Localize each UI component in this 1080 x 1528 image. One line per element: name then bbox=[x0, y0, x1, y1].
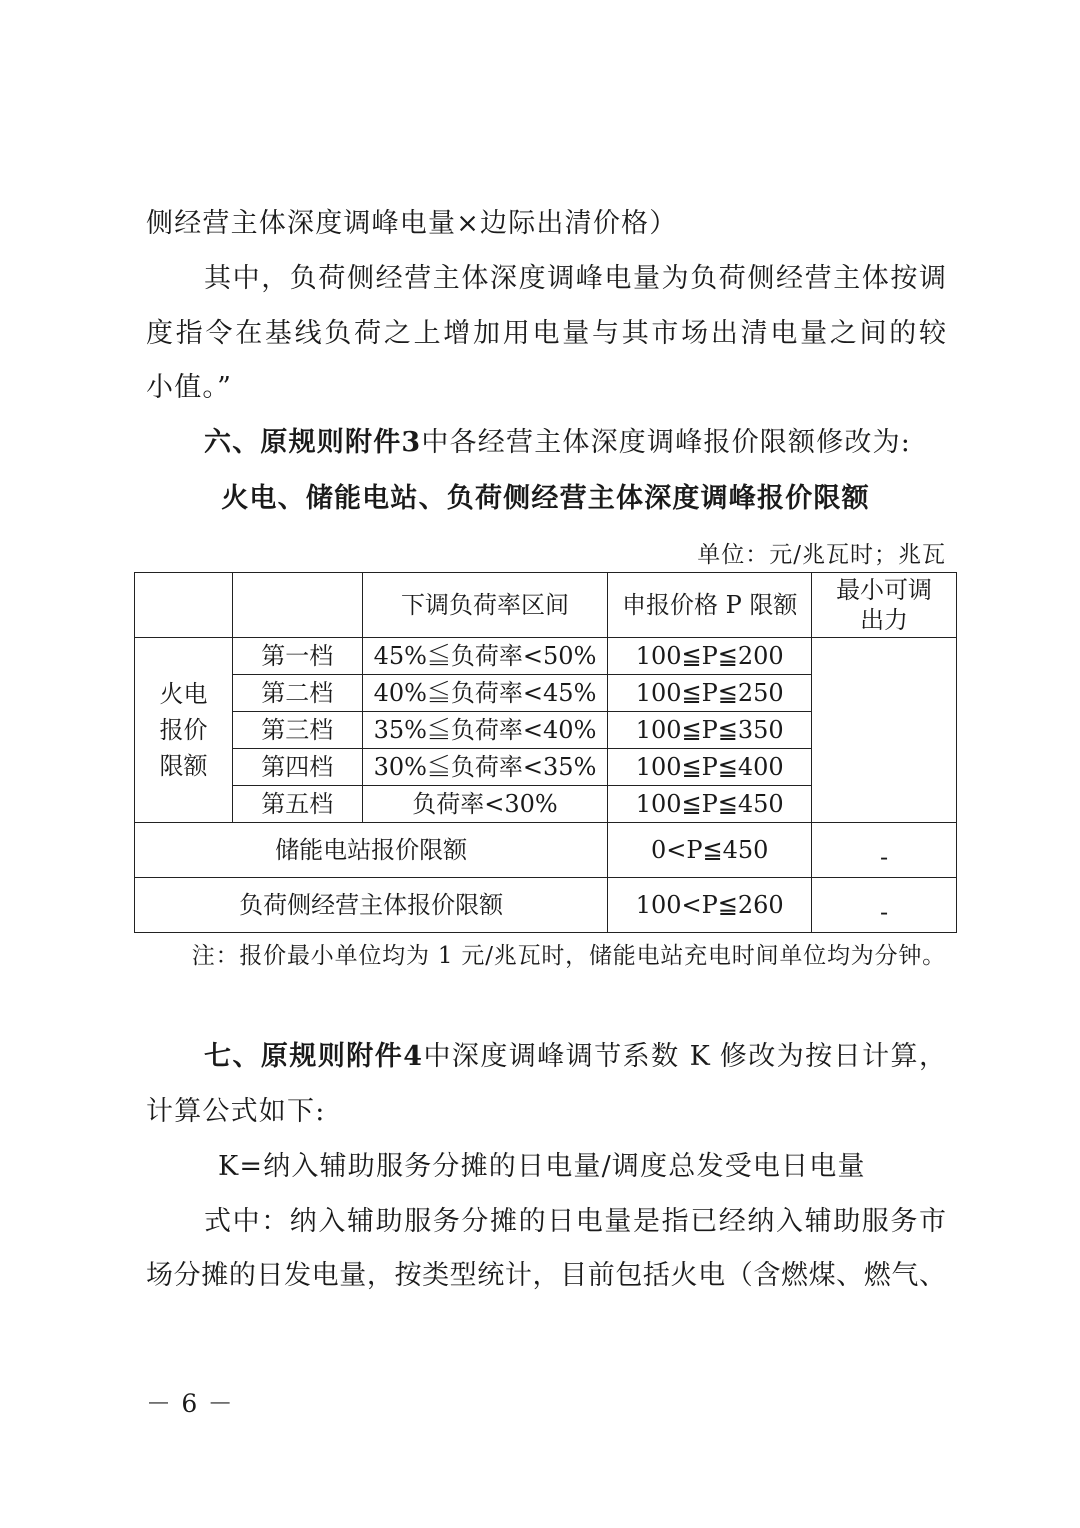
limit-cell: 100≦P≦450 bbox=[608, 786, 812, 823]
load-label-cell: 负荷侧经营主体报价限额 bbox=[135, 878, 608, 933]
table-note: 注：报价最小单位均为 1 元/兆瓦时，储能电站充电时间单位均为分钟。 bbox=[191, 943, 946, 969]
min-output-cell bbox=[812, 823, 957, 878]
tier-cell: 第一档 bbox=[232, 638, 362, 675]
limit-cell: 0<P≦450 bbox=[608, 823, 812, 878]
formula-line: K=纳入辅助服务分摊的日电量/调度总发受电日电量 bbox=[218, 1151, 866, 1182]
range-cell: 负荷率<30% bbox=[362, 786, 608, 823]
table-unit: 单位：元/兆瓦时；兆瓦 bbox=[697, 542, 946, 568]
tier-cell: 第二档 bbox=[232, 675, 362, 712]
table-header-row bbox=[135, 573, 957, 638]
paragraph-line: 小值。” bbox=[146, 372, 233, 403]
table-row bbox=[135, 823, 957, 878]
table-header-cell-empty bbox=[232, 573, 362, 638]
storage-label-cell: 储能电站报价限额 bbox=[135, 823, 608, 878]
tier-cell: 第五档 bbox=[232, 786, 362, 823]
paragraph-line: 场分摊的日发电量，按类型统计，目前包括火电（含燃煤、燃气、 bbox=[146, 1260, 946, 1291]
page-number: － 6 － bbox=[146, 1389, 234, 1418]
appendix-number: 4 bbox=[403, 1041, 422, 1072]
table-title: 火电、储能电站、负荷侧经营主体深度调峰报价限额 bbox=[221, 483, 870, 514]
tier-cell: 第四档 bbox=[232, 749, 362, 786]
appendix-number: 3 bbox=[401, 427, 422, 458]
limit-cell: 100≦P≦250 bbox=[608, 675, 812, 712]
table-header-cell-empty bbox=[135, 573, 233, 638]
limit-cell: 100<P≦260 bbox=[608, 878, 812, 933]
range-cell: 35%≦负荷率<40% bbox=[362, 712, 608, 749]
paragraph-line: 计算公式如下: bbox=[146, 1096, 326, 1127]
table-header-cell: 最小可调出力 bbox=[812, 573, 957, 638]
table-header-cell: 申报价格 P 限额 bbox=[608, 573, 812, 638]
section-7-heading-number: 七、原规则附件 bbox=[204, 1041, 404, 1072]
paragraph-line: 式中：纳入辅助服务分摊的日电量是指已经纳入辅助服务市 bbox=[204, 1206, 946, 1237]
range-cell: 40%≦负荷率<45% bbox=[362, 675, 608, 712]
tier-cell: 第三档 bbox=[232, 712, 362, 749]
section-7-heading-text: 中深度调峰调节系数 K 修改为按日计算， bbox=[422, 1041, 947, 1072]
dash-value: - bbox=[880, 843, 889, 871]
limit-cell: 100≦P≦200 bbox=[608, 638, 812, 675]
paragraph-line: 侧经营主体深度调峰电量×边际出清价格） bbox=[146, 208, 678, 239]
limit-cell: 100≦P≦350 bbox=[608, 712, 812, 749]
min-output-cell-empty bbox=[812, 638, 957, 823]
dash-value: - bbox=[880, 898, 889, 926]
section-6-heading-number: 六、原规则附件 bbox=[204, 427, 402, 458]
price-limit-table bbox=[134, 572, 957, 933]
limit-cell: 100≦P≦400 bbox=[608, 749, 812, 786]
paragraph-line: 度指令在基线负荷之上增加用电量与其市场出清电量之间的较 bbox=[146, 318, 946, 349]
table-row bbox=[135, 878, 957, 933]
section-7-heading bbox=[204, 1039, 946, 1075]
table-row bbox=[135, 638, 957, 675]
range-cell: 30%≦负荷率<35% bbox=[362, 749, 608, 786]
range-cell: 45%≦负荷率<50% bbox=[362, 638, 608, 675]
thermal-label-cell: 火电报价限额 bbox=[135, 638, 233, 823]
section-6-heading bbox=[204, 425, 946, 461]
min-output-cell bbox=[812, 878, 957, 933]
section-6-heading-text: 中各经营主体深度调峰报价限额修改为: bbox=[421, 427, 912, 458]
paragraph-line: 其中，负荷侧经营主体深度调峰电量为负荷侧经营主体按调 bbox=[204, 263, 946, 294]
table-header-cell: 下调负荷率区间 bbox=[362, 573, 608, 638]
